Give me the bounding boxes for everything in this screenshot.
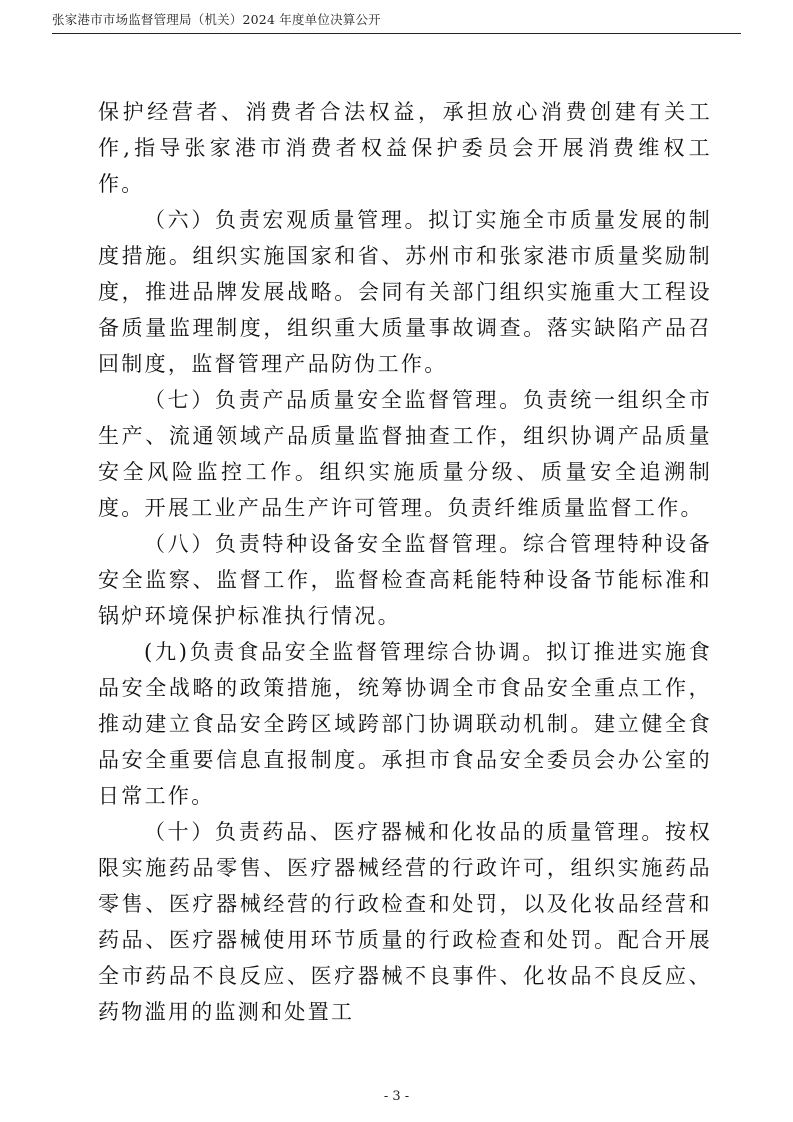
paragraph-item-7: （七）负责产品质量安全监督管理。负责统一组织全市生产、流通领域产品质量监督抽查工作，组织协调产品质量安全风险监控工作。组织实施质量分级、质量安全追溯制度。开展工业产品生产许可管理。负责纤维质量监督工作。 [98, 388, 712, 520]
paragraph-item-6: （六）负责宏观质量管理。拟订实施全市质量发展的制度措施。组织实施国家和省、苏州市和张家港市质量奖励制度，推进品牌发展战略。会同有关部门组织实施重大工程设备质量监理制度，组织重大质量事故调查。落实缺陷产品召回制度，监督管理产品防伪工作。 [98, 208, 712, 376]
paragraph-continuation: 保护经营者、消费者合法权益，承担放心消费创建有关工作,指导张家港市消费者权益保护委员会开展消费维权工作。 [98, 100, 712, 196]
header-divider [52, 33, 741, 34]
paragraph-item-8: （八）负责特种设备安全监督管理。综合管理特种设备安全监察、监督工作，监督检查高耗能特种设备节能标准和锅炉环境保护标准执行情况。 [98, 532, 712, 628]
paragraph-item-9: (九)负责食品安全监督管理综合协调。拟订推进实施食品安全战略的政策措施，统筹协调全市食品安全重点工作，推动建立食品安全跨区域跨部门协调联动机制。建立健全食品安全重要信息直报制度。承担市食品安全委员会办公室的日常工作。 [98, 640, 712, 808]
document-body [98, 94, 712, 1030]
page-number: - 3 - [383, 1089, 410, 1104]
paragraph-item-10: （十）负责药品、医疗器械和化妆品的质量管理。按权限实施药品零售、医疗器械经营的行政许可，组织实施药品零售、医疗器械经营的行政检查和处罚，以及化妆品经营和药品、医疗器械使用环节质量的行政检查和处罚。配合开展全市药品不良反应、医疗器械不良事件、化妆品不良反应、药物滥用的监测和处置工 [98, 820, 712, 1024]
page-header: 张家港市市场监督管理局（机关）2024 年度单位决算公开 [52, 12, 381, 27]
